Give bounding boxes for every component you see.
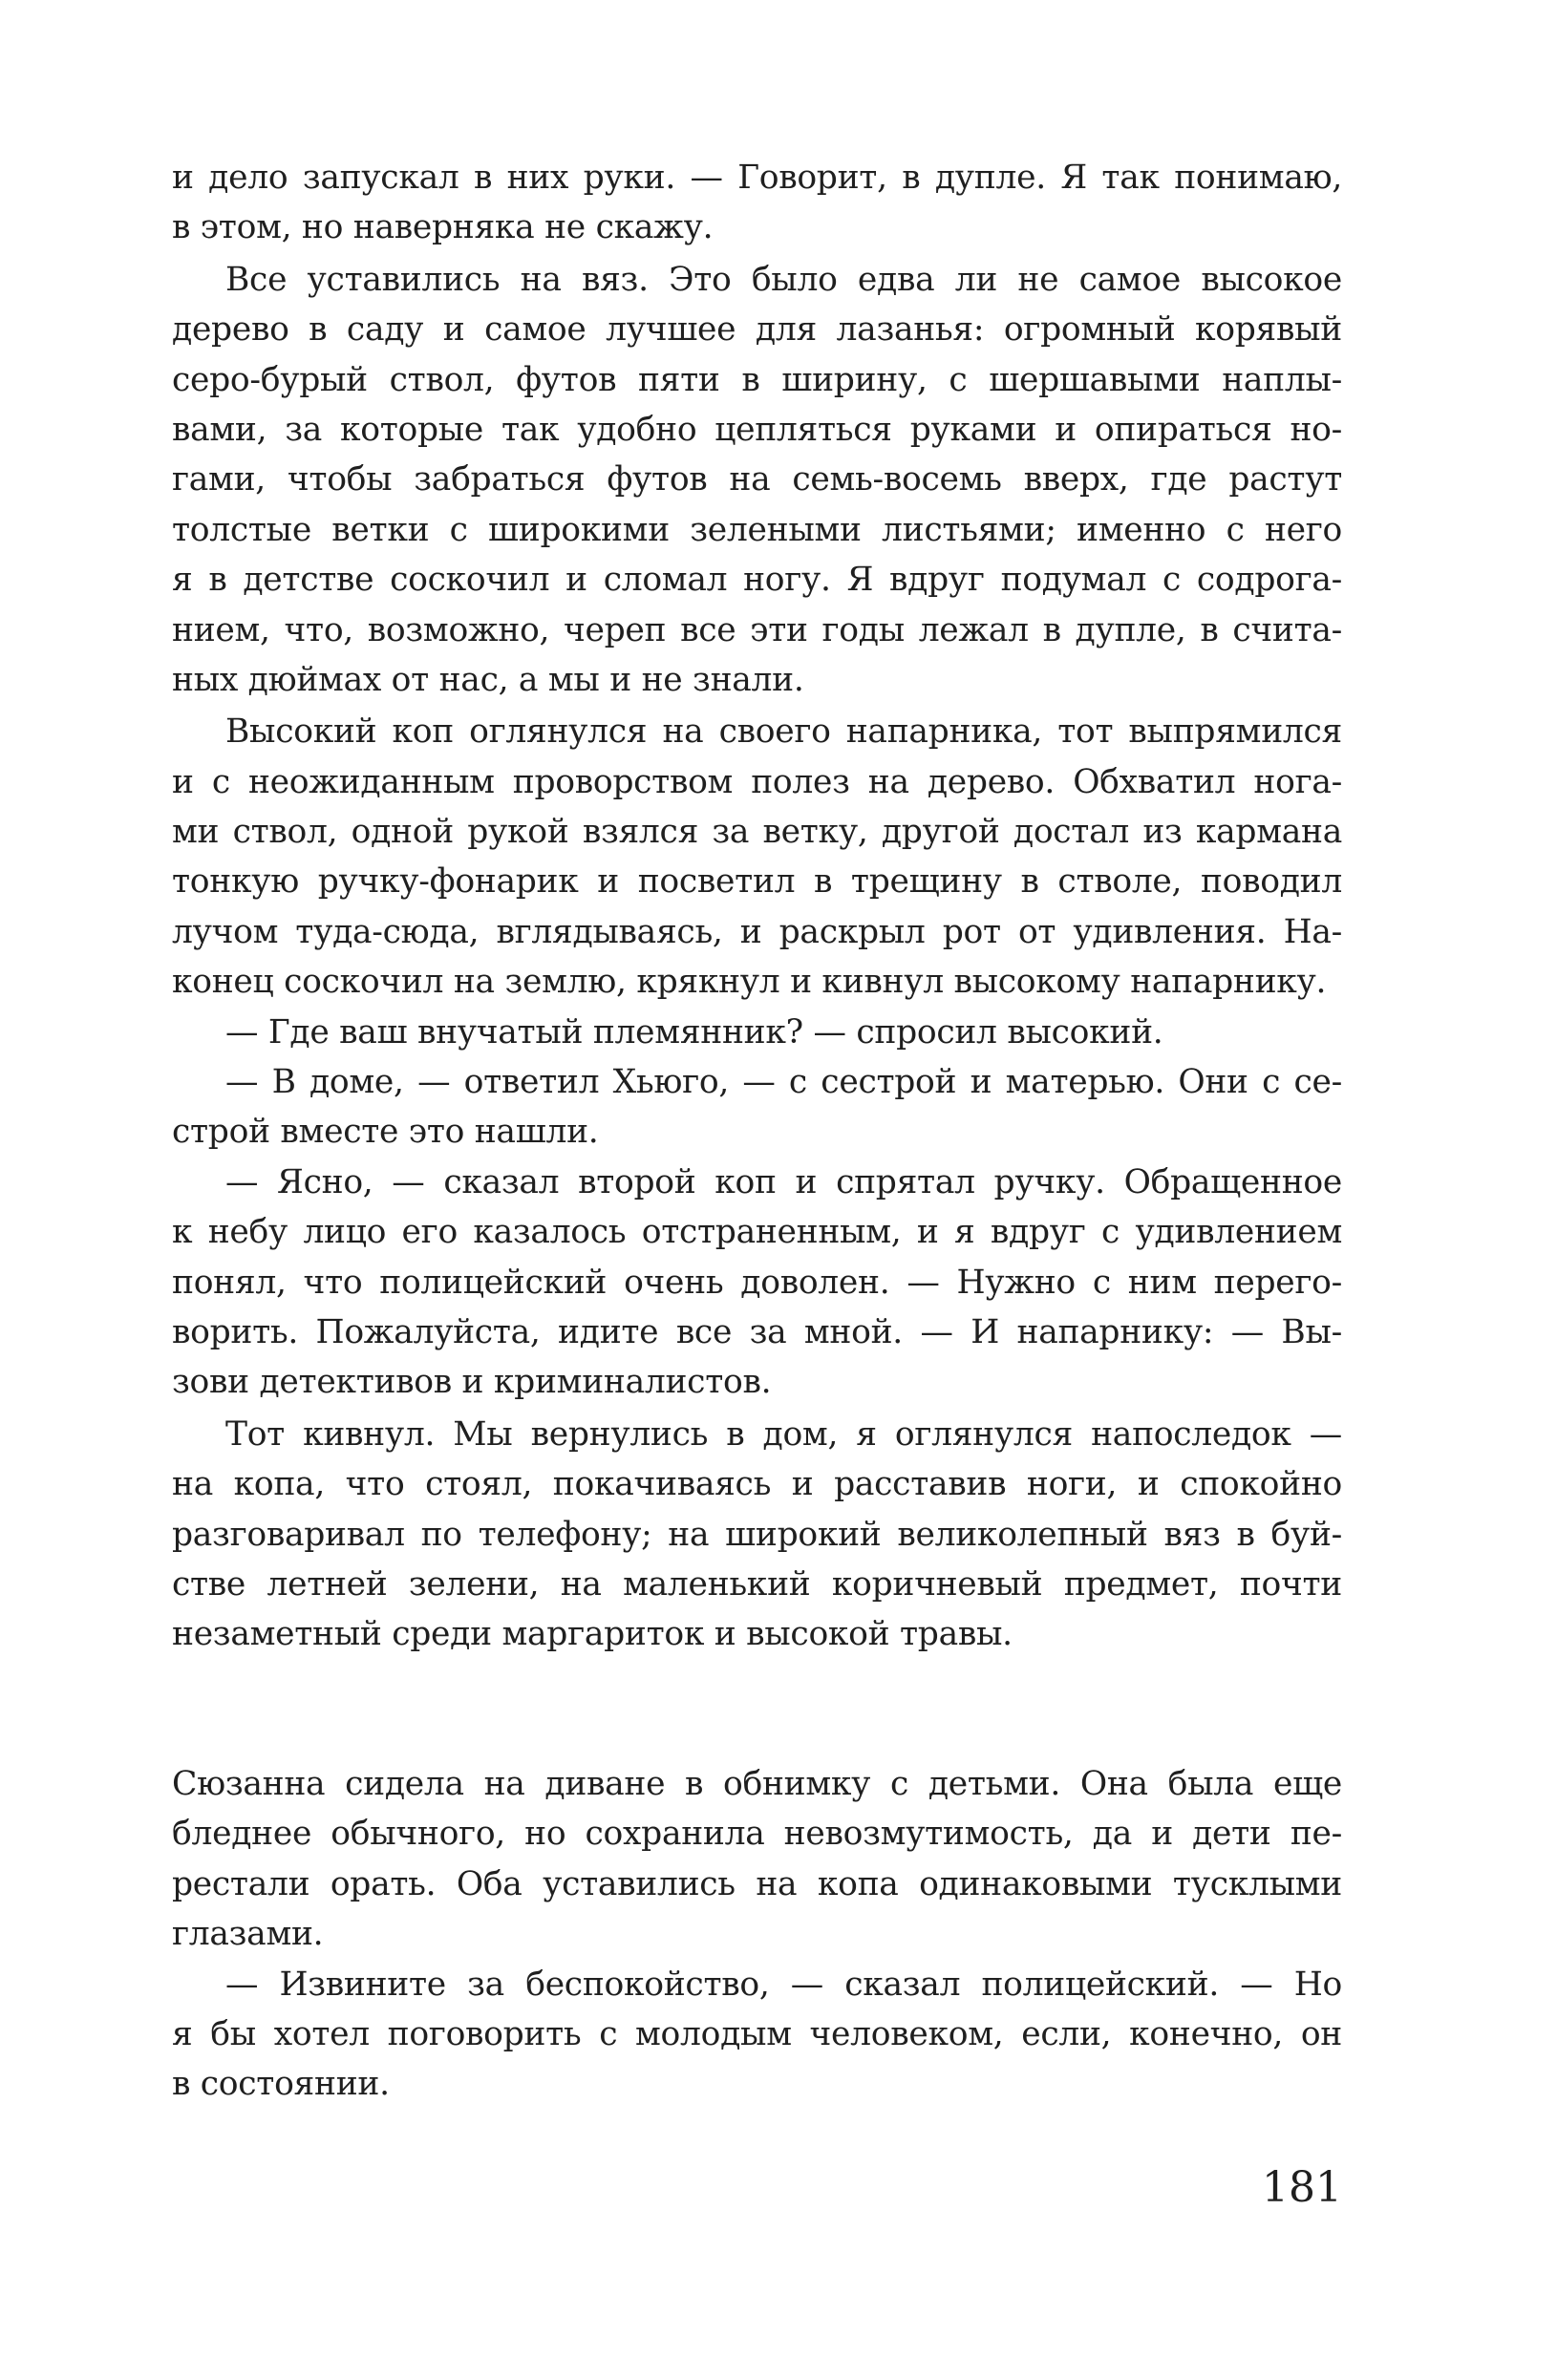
text-line: ми ствол, одной рукой взялся за ветку, другой достал из кармана	[172, 813, 1342, 852]
text-line: Все уставились на вяз. Это было едва ли не самое высокое	[225, 260, 1342, 299]
text-line: и дело запускал в них руки. — Говорит, в дупле. Я так понимаю,	[172, 159, 1342, 197]
text-line: — Ясно, — сказал второй коп и спрятал ручку. Обращенное	[225, 1162, 1342, 1201]
text-line: я в детстве соскочил и сломал ногу. Я вдруг подумал с содрога-	[172, 561, 1342, 600]
text-line: рестали орать. Оба уставились на копа одинаковыми тусклыми	[172, 1864, 1342, 1903]
text-section-2	[172, 1759, 1342, 2110]
paragraph	[172, 255, 1342, 706]
text-line: серо-бурый ствол, футов пяти в ширину, с шершавыми наплы-	[172, 360, 1342, 399]
text-line: ных дюймах от нас, а мы и не знали.	[172, 660, 804, 699]
text-line: в состоянии.	[172, 2065, 390, 2104]
text-line: гами, чтобы забраться футов на семь-восемь вверх, где растут	[172, 460, 1342, 499]
text-line: толстые ветки с широкими зелеными листьями; именно с него	[172, 510, 1342, 549]
paragraph	[172, 1158, 1342, 1408]
text-line: ворить. Пожалуйста, идите все за мной. — И напарнику: — Вы-	[172, 1312, 1342, 1351]
text-line: Тот кивнул. Мы вернулись в дом, я оглянулся напоследок —	[225, 1414, 1342, 1454]
text-line: Сюзанна сидела на диване в обнимку с детьми. Она была еще	[172, 1765, 1342, 1803]
paragraph	[172, 1960, 1342, 2110]
paragraph	[172, 1410, 1342, 1660]
paragraph	[172, 707, 1342, 1007]
text-line: и с неожиданным проворством полез на дерево. Обхватил нога-	[172, 762, 1342, 801]
text-line: тонкую ручку-фонарик и посветил в трещину в стволе, поводил	[172, 862, 1342, 902]
text-line: стве летней зелени, на маленький коричневый предмет, почти	[172, 1564, 1342, 1604]
text-line: вами, за которые так удобно цепляться руками и опираться но-	[172, 410, 1342, 449]
text-line: бледнее обычного, но сохранила невозмутимость, да и дети пе-	[172, 1815, 1342, 1854]
text-line: дерево в саду и самое лучшее для лазанья: огромный корявый	[172, 310, 1342, 350]
text-line: строй вместе это нашли.	[172, 1113, 599, 1152]
text-line: Высокий коп оглянулся на своего напарника, тот выпрямился	[225, 712, 1342, 752]
text-line: — Извините за беспокойство, — сказал полицейский. — Но	[225, 1965, 1342, 2004]
text-line: зови детективов и криминалистов.	[172, 1363, 772, 1402]
text-line: нием, что, возможно, череп все эти годы лежал в дупле, в счита-	[172, 610, 1342, 649]
paragraph	[172, 1008, 1342, 1057]
text-line: незаметный среди маргариток и высокой травы.	[172, 1615, 1013, 1654]
text-line: разговаривал по телефону; на широкий великолепный вяз в буй-	[172, 1515, 1342, 1554]
text-line: лучом туда-сюда, вглядываясь, и раскрыл рот от удивления. На-	[172, 912, 1342, 951]
text-line: на копа, что стоял, покачиваясь и расставив ноги, и спокойно	[172, 1465, 1342, 1504]
paragraph	[172, 153, 1342, 253]
text-section-1	[172, 153, 1342, 1660]
paragraph	[172, 1057, 1342, 1158]
text-line: конец соскочил на землю, крякнул и кивнул высокому напарнику.	[172, 963, 1327, 1002]
text-line: к небу лицо его казалось отстраненным, и я вдруг с удивлением	[172, 1213, 1342, 1252]
text-line: понял, что полицейский очень доволен. — Нужно с ним перего-	[172, 1263, 1342, 1302]
text-line: — Где ваш внучатый племянник? — спросил высокий.	[225, 1012, 1163, 1052]
text-line: глазами.	[172, 1915, 324, 1954]
text-line: я бы хотел поговорить с молодым человеком, если, конечно, он	[172, 2014, 1342, 2053]
text-line: в этом, но наверняка не скажу.	[172, 208, 714, 247]
page-number: 181	[1262, 2163, 1342, 2212]
text-line: — В доме, — ответил Хьюго, — с сестрой и матерью. Они с се-	[225, 1063, 1342, 1102]
paragraph	[172, 1759, 1342, 1960]
